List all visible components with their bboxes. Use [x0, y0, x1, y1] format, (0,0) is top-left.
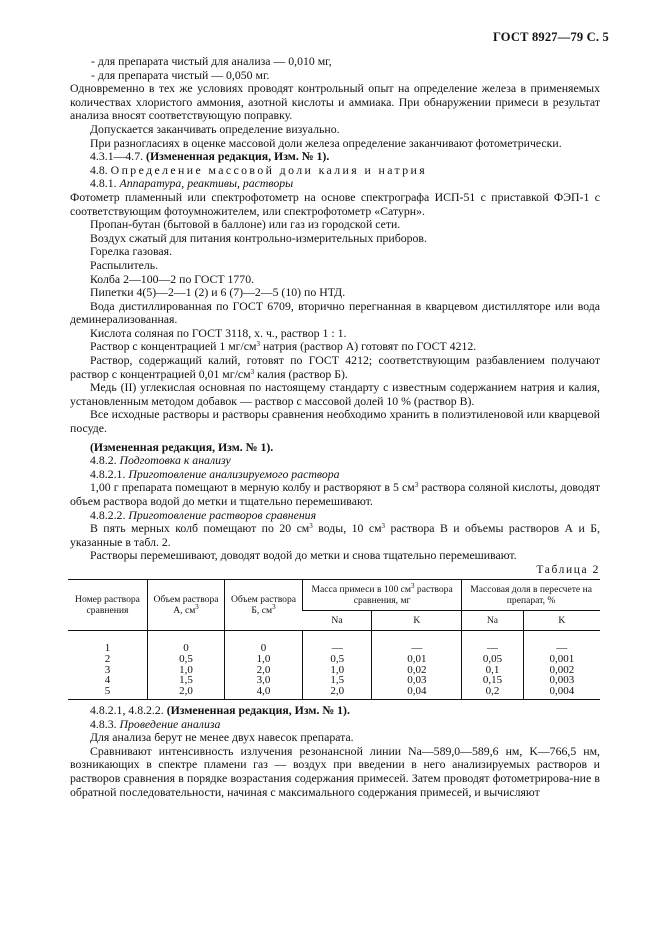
table-row: 2 0,5 1,0 0,5 0,01 0,05 0,001 [68, 654, 600, 665]
section-number: 4.8.3. [90, 716, 117, 731]
section-number: 4.8. [90, 162, 108, 177]
document-body [70, 54, 600, 563]
column-header-fraction: Массовая доля в пересчете на препарат, % [462, 580, 600, 611]
table-row: 1 0 0 — — — — [68, 631, 600, 654]
page-header: ГОСТ 8927—79 С. 5 [492, 30, 609, 44]
table-2 [68, 579, 600, 700]
equipment-item: Кислота соляная по ГОСТ 3118, х. ч., раствор 1 : 1. [90, 325, 347, 340]
paragraph: Допускается заканчивать определение визуально. [90, 121, 340, 136]
equipment-item: Пипетки 4(5)—2—1 (2) и 6 (7)—2—5 (10) по НТД. [90, 285, 346, 300]
section-title: Определение массовой доли калия и натрия [110, 162, 428, 177]
column-header-volume-b: Объем раствора Б, $см^3$ [225, 580, 303, 631]
section-title: Подготовка к анализу [119, 453, 231, 468]
copper-reagent: Медь (II) углекислая основная по настоящему стандарту с известным содержанием натрия и калия, установленным методом добавок — раствор с массовой долей 10 % (раствор В). [70, 380, 600, 408]
analysis-text: Сравнивают интенсивность излучения резонансной линии Na—589,0—589,6 нм, K—766,5 нм, возникающих в спектре пламени газ — воздух при введении в него анализируемых растворов и растворов сравнения в порядке возрастания содержания примесей. Затем проводят фотометрирова-ние в обратной последовательности, начиная с максимального содержания примесей, и вычисляют [70, 743, 600, 799]
edit-note [90, 150, 600, 164]
equipment-item: Горелка газовая. [90, 244, 173, 259]
section-title: Проведение анализа [119, 716, 221, 731]
equipment-item: Пропан-бутан (бытовой в баллоне) или газ из городской сети. [90, 217, 401, 232]
section-title: Аппаратура, реактивы, растворы [119, 176, 294, 191]
section-heading [90, 164, 600, 178]
subheader-na: Na [462, 611, 524, 631]
paragraph: Одновременно в тех же условиях проводят контрольный опыт на определение железа в применяемых количествах хлористого аммония, азотной кислоты и аммиака. При обнаружении примеси в результат анализа вносят соответствующую поправку. [70, 81, 600, 123]
table-caption: Таблица 2 [536, 564, 600, 576]
storage-note: Все исходные растворы и растворы сравнения необходимо хранить в полиэтиленовой или кварцевой посуде. [70, 407, 600, 436]
analysis-text: Для анализа берут не менее двух навесок препарата. [90, 730, 354, 745]
equipment-item: Распылитель. [90, 257, 159, 272]
section-heading [90, 468, 600, 482]
edit-text: (Измененная редакция, Изм. № 1). [166, 703, 350, 717]
paragraph: При разногласиях в оценке массовой доли железа определение заканчивают фотометрически. [90, 135, 562, 150]
section-number: 4.8.2. [90, 453, 117, 468]
preparation-text: 1,00 г препарата помещают в мерную колбу и растворяют в 5 $см^3$ раствора соляной кислоты, доводят объем раствора водой до метки и тщательно перемешивают. [70, 480, 600, 508]
table-row: 3 1,0 2,0 1,0 0,02 0,1 0,002 [68, 665, 600, 676]
section-heading [90, 177, 600, 191]
section-number: 4.8.1. [90, 176, 117, 191]
section-number: 4.8.2.1, 4.8.2.2. [90, 703, 164, 717]
subheader-na: Na [303, 611, 372, 631]
solution-b: Раствор, содержащий калий, готовят по ГОСТ 4212; соответствующим разбавлением получают раствор с концентрацией 0,01 $мг/см^3$ калия (раствор Б). [70, 353, 600, 381]
section-heading [90, 509, 600, 523]
section-heading [90, 718, 600, 732]
section-title: Приготовление анализируемого раствора [128, 466, 340, 481]
section-heading [90, 454, 600, 468]
mixing-text: Растворы перемешивают, доводят водой до метки и снова тщательно перемешивают. [90, 548, 517, 563]
document-body-bottom [70, 703, 600, 799]
section-number: 4.3.1—4.7. [90, 149, 144, 164]
equipment-item: Вода дистиллированная по ГОСТ 6709, вторично перегнанная в кварцевом дистилляторе или вода деминерализованная. [70, 298, 600, 327]
column-header-number: Номер раствора сравнения [68, 580, 148, 631]
equipment-item: Колба 2—100—2 по ГОСТ 1770. [90, 271, 255, 286]
reference-solutions-text: В пять мерных колб помещают по 20 $см^3$ воды, 10 $см^3$ раствора В и объемы растворов А и Б, указанные в табл. 2. [70, 521, 600, 549]
section-number: 4.8.2.2. [90, 507, 126, 522]
solution-a: Раствор с концентрацией 1 $мг/см^3$ натрия (раствор А) готовят по ГОСТ 4212. [90, 339, 477, 354]
equipment-item: Фотометр пламенный или спектрофотометр на основе спектрографа ИСП-51 с приставкой ФЭП-1 с соответствующим фотоумножителем, или спектрофотометр «Сатурн». [70, 189, 600, 218]
table-row: 5 2,0 4,0 2,0 0,04 0,2 0,004 [68, 686, 600, 699]
subheader-k: K [372, 611, 462, 631]
edit-note: (Измененная редакция, Изм. № 1). [90, 439, 274, 454]
section-number: 4.8.2.1. [90, 466, 126, 481]
edit-note [90, 704, 600, 718]
column-header-mass: Масса примеси в 100 $см^3$ раствора сравнения, мг [303, 580, 462, 611]
edit-text: (Измененная редакция, Изм. № 1). [146, 149, 330, 164]
column-header-volume-a: Объем раствора А, $см^3$ [148, 580, 225, 631]
subheader-k: K [523, 611, 600, 631]
equipment-item: Воздух сжатый для питания контрольно-измерительных приборов. [90, 230, 427, 245]
table-row: 4 1,5 3,0 1,5 0,03 0,15 0,003 [68, 675, 600, 686]
table-2-wrapper [68, 556, 600, 700]
paragraph: - для препарата чистый — 0,050 мг. [91, 67, 270, 82]
section-title: Приготовление растворов сравнения [128, 507, 317, 522]
paragraph: - для препарата чистый для анализа — 0,010 мг, [91, 54, 332, 68]
